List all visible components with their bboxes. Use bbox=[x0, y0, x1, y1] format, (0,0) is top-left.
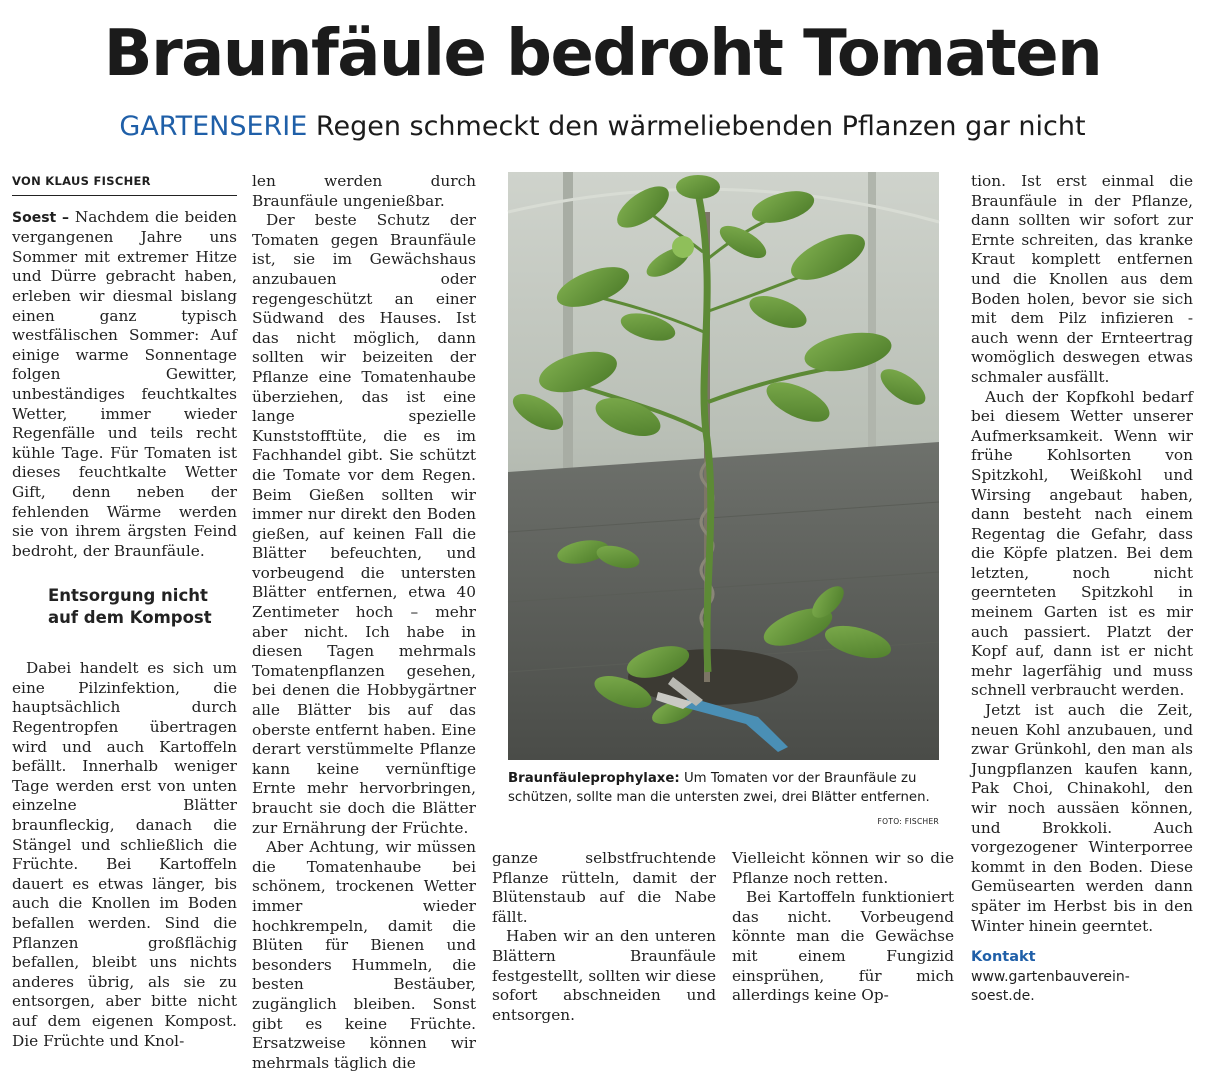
caption-title: Braunfäuleprophylaxe: bbox=[508, 771, 680, 786]
column-2 bbox=[252, 172, 476, 1073]
contact-link[interactable]: www.gartenbauverein-soest.de. bbox=[971, 968, 1130, 1004]
caption-text: Um Tomaten vor der Braunfäule zu schützen, sollte man die untersten zwei, drei Blätter entfernen. bbox=[508, 771, 930, 805]
paragraph: Auch der Kopfkohl bedarf bei diesem Wetter unserer Aufmerksamkeit. Wenn wir frühe Kohlsorten von Spitzkohl, Weißkohl und Wirsing angebaut haben, dann besteht nach einem Regentag die Gefahr, dass die Köpfe platzen. Bei dem letzten, noch nicht geernteten Spitzkohl in meinem Garten ist es mir auch passiert. Platzt der Kopf auf, dann ist er nicht mehr lagerfähig und muss schnell verbraucht werden. bbox=[971, 387, 1193, 700]
paragraph: len werden durch Braunfäule ungenießbar. bbox=[252, 172, 476, 210]
photo-credit: FOTO: FISCHER bbox=[877, 817, 939, 826]
paragraph: ganze selbstfruchtende Pflanze rütteln, damit der Blütenstaub auf die Nabe fällt. bbox=[492, 849, 716, 926]
headline: Braunfäule bedroht Tomaten bbox=[103, 17, 1102, 91]
subline-text: Regen schmeckt den wärmeliebenden Pflanzen gar nicht bbox=[315, 111, 1086, 142]
column-5 bbox=[971, 172, 1193, 1006]
paragraph: Jetzt ist auch die Zeit, neuen Kohl anzubauen, und zwar Grünkohl, den man als Jungpflanzen kaufen kann, Pak Choi, Chinakohl, den wir noch aussäen können, und Brokkoli. Auch vorgezogener Winterporree kommt in den Boden. Diese Gemüsearten werden dann später im Herbst bis in den Winter hinein geerntet. bbox=[971, 701, 1193, 935]
byline: VON KLAUS FISCHER bbox=[12, 172, 237, 196]
section-kicker: GARTENSERIE bbox=[119, 111, 308, 142]
intro-paragraph bbox=[12, 208, 237, 562]
column-4 bbox=[732, 849, 954, 1006]
subheading: Entsorgung nicht auf dem Kompost bbox=[48, 586, 212, 628]
paragraph: Vielleicht können wir so die Pflanze noch retten. bbox=[732, 849, 954, 887]
column-3 bbox=[492, 849, 716, 1025]
contact-heading: Kontakt bbox=[971, 949, 1036, 966]
subline bbox=[0, 113, 1205, 140]
paragraph: Aber Achtung, wir müssen die Tomatenhaube bei schönem, trockenen Wetter immer wieder hochkrempeln, damit die Blüten für Bienen und besonders Hummeln, die besten Bestäuber, zugänglich bleiben. Sonst gibt es keine Früchte. Ersatzweise können wir mehrmals täglich die bbox=[252, 838, 476, 1072]
paragraph: Dabei handelt es sich um eine Pilzinfektion, die hauptsächlich durch Regentropfen übertragen wird und auch Kartoffeln befällt. Innerhalb weniger Tage werden erst von unten einzelne Blätter braunfleckig, danach die Stängel und schließlich die Früchte. Bei Kartoffeln dauert es etwas länger, bis auch die Knollen im Boden befallen werden. Sind die Pflanzen großflächig befallen, bleibt uns nichts anderes übrig, als sie zu entsorgen, aber bitte nicht auf dem eigenen Kompost. Die Früchte und Knol- bbox=[12, 659, 237, 1050]
tomato-plant-photo bbox=[508, 172, 939, 760]
paragraph: Bei Kartoffeln funktioniert das nicht. Vorbeugend könnte man die Gewächse mit einem Fungizid einsprühen, für mich allerdings keine Op- bbox=[732, 888, 954, 1005]
dateline: Soest – bbox=[12, 209, 70, 226]
column-1 bbox=[12, 172, 237, 1051]
photo-caption bbox=[508, 770, 940, 807]
paragraph: tion. Ist erst einmal die Braunfäule in der Pflanze, dann sollten wir sofort zur Ernte schreiten, das kranke Kraut komplett entfernen und die Knollen aus dem Boden holen, bevor sie sich mit dem Pilz infizieren - auch wenn der Ernteertrag womöglich deswegen etwas schmaler ausfällt. bbox=[971, 172, 1193, 386]
paragraph: Der beste Schutz der Tomaten gegen Braunfäule ist, sie im Gewächshaus anzubauen oder regengeschützt an einer Südwand des Hauses. Ist das nicht möglich, dann sollten wir beizeiten der Pflanze eine Tomatenhaube überziehen, das ist eine lange spezielle Kunststofftüte, die es im Fachhandel gibt. Sie schützt die Tomate vor dem Regen. Beim Gießen sollten wir immer nur direkt den Boden gießen, auf keinen Fall die Blätter befeuchten, und vorbeugend die untersten Blätter entfernen, etwa 40 Zentimeter hoch – mehr aber nicht. Ich habe in diesen Tagen mehrmals Tomatenpflanzen gesehen, bei denen die Hobbygärtner alle Blätter bis auf das oberste entfernt haben. Eine derart verstümmelte Pflanze kann keine vernünftige Ernte mehr hervorbringen, braucht sie doch die Blätter zur Ernährung der Früchte. bbox=[252, 211, 476, 837]
intro-text: Nachdem die beiden vergangenen Jahre uns Sommer mit extremer Hitze und Dürre gebracht haben, erleben wir diesmal bislang einen ganz typisch westfälischen Sommer: Auf einige warme Sonnentage folgen Gewitter, unbeständiges feuchtkaltes Wetter, immer wieder Regenfälle und teils recht kühle Tage. Für Tomaten ist dieses feuchtkalte Wetter Gift, denn neben der fehlenden Wärme werden sie von ihrem ärgsten Feind bedroht, der Braunfäule. bbox=[12, 207, 237, 560]
tomato-plant-illustration bbox=[508, 172, 939, 760]
paragraph: Haben wir an den unteren Blättern Braunfäule festgestellt, sollten wir diese sofort abschneiden und entsorgen. bbox=[492, 927, 716, 1024]
